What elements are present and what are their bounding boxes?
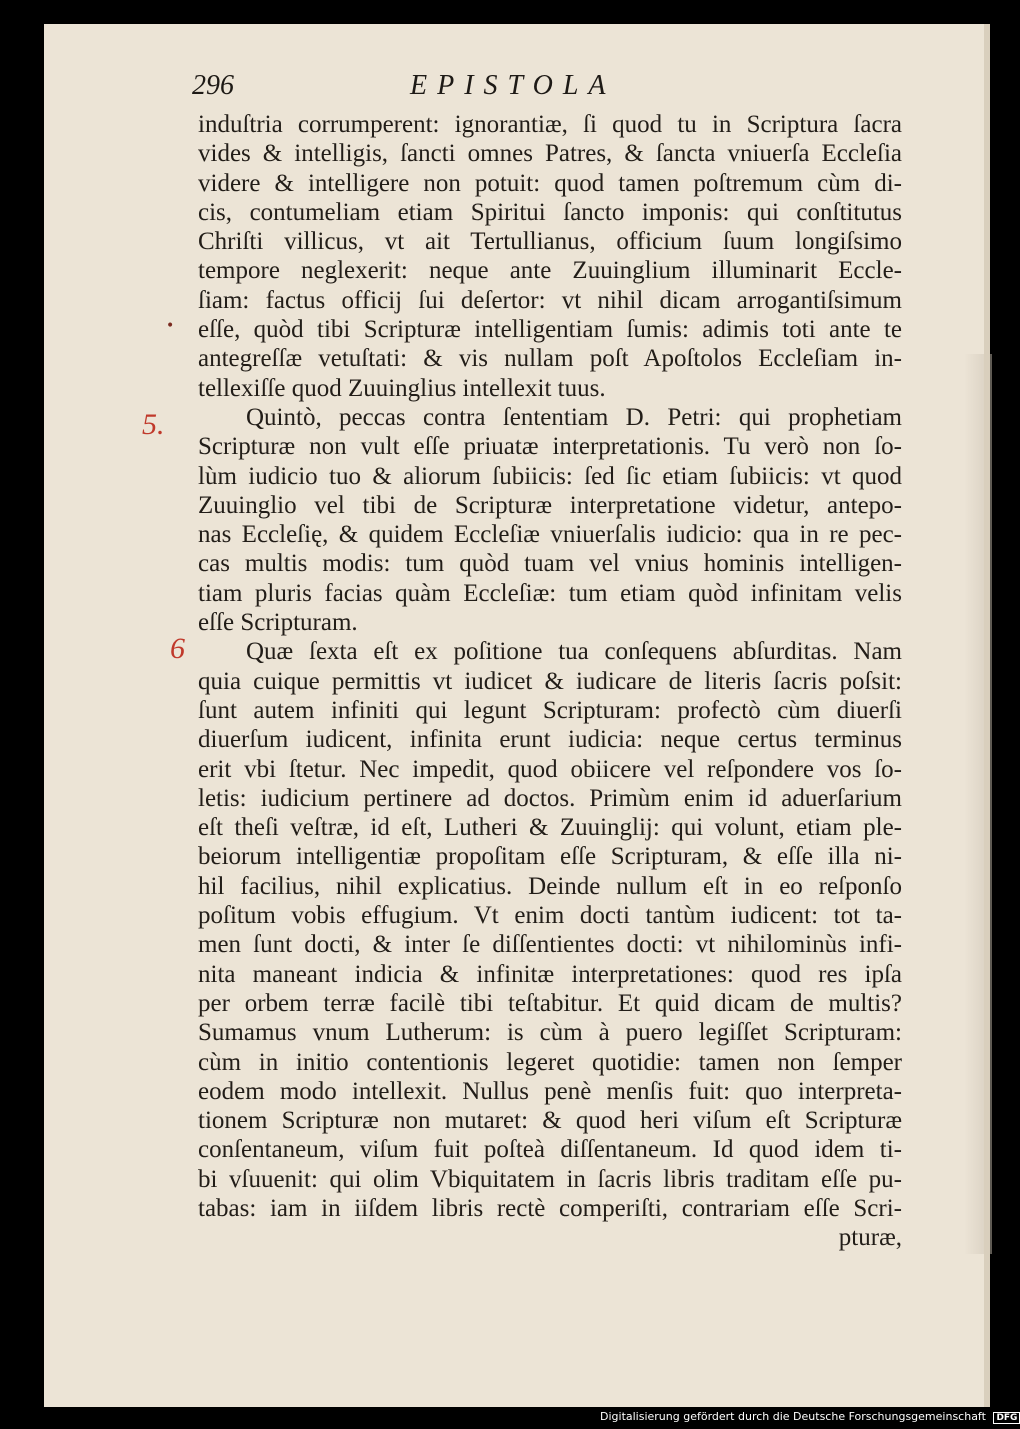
text-line: diuerſum iudicent, infinita erunt iudicia: neque certus terminus [198,726,902,754]
text-line: tionem Scripturæ non mutaret: & quod heri viſum eſt Scripturæ [198,1107,902,1135]
text-line: cis, contumeliam etiam Spiritui ſancto imponis: qui conſtitutus [198,198,902,226]
text-line: cùm in initio contentionis legeret quotidie: tamen non ſemper [198,1048,902,1076]
text-line: cas multis modis: tum quòd tuam vel vnius hominis intelligen- [198,550,902,578]
text-line: Zuuinglio vel tibi de Scripturæ interpretatione videtur, antepo- [198,491,902,519]
text-line: nas Eccleſię, & quidem Eccleſiæ vniuerſalis iudicio: qua in re pec- [198,521,902,549]
text-line: bi vſuuenit: qui olim Vbiquitatem in ſacris libris traditam eſſe pu- [198,1165,902,1193]
paragraph-start-line: Quæ ſexta eſt ex poſitione tua conſequens abſurditas. Nam [246,638,902,666]
text-line: eodem modo intellexit. Nullus penè menſis fuit: quo interpreta- [198,1077,902,1105]
text-line: eſſe, quòd tibi Scripturæ intelligentiam ſumis: adimis toti ante te [198,316,902,344]
text-line: conſentaneum, viſum fuit poſteà diſſentaneum. Id quod idem ti- [198,1136,902,1164]
page-edge [984,24,990,1407]
text-line: beiorum intelligentiæ propoſitam eſſe Scripturam, & eſſe illa ni- [198,843,902,871]
page-number: 296 [192,70,234,101]
text-line: induſtria corrumperent: ignorantiæ, ſi quod tu in Scriptura ſacra [198,111,902,138]
text-line: tabas: iam in iiſdem libris rectè comperiſti, contrariam eſſe Scri- [198,1194,902,1222]
text-line: poſitum vobis effugium. Vt enim docti tantùm iudicent: tot ta- [198,902,902,930]
margin-note-6: 6 [170,632,185,665]
text-line: videre & intelligere non potuit: quod tamen poſtremum cùm di- [198,169,902,197]
text-line: lùm iudicio tuo & aliorum ſubiicis: ſed ſic etiam ſubiicis: vt quod [198,462,902,490]
text-line: eſſe Scripturam. [198,609,358,637]
text-line: Sumamus vnum Lutherum: is cùm à puero legiſſet Scripturam: [198,1019,902,1047]
text-line: per orbem terræ facilè tibi teſtabitur. Et quid dicam de multis? [198,989,902,1017]
catchword-line: pturæ, [838,1224,902,1252]
text-line: eſt theſi veſtræ, id eſt, Lutheri & Zuuinglij: qui volunt, etiam ple- [198,814,902,842]
text-line: men ſunt docti, & inter ſe diſſentientes docti: vt nihilominùs infi- [198,931,902,959]
body-text [198,110,902,1253]
text-line: ſiam: factus officij ſui deſertor: vt nihil dicam arrogantiſsimum [198,286,902,314]
text-line: ſunt autem infiniti qui legunt Scripturam: profectò cùm diuerſi [198,696,902,724]
text-line: antegreſſæ vetuſtati: & vis nullam poſt Apoſtolos Eccleſiam in- [198,345,902,373]
text-line: Scripturæ non vult eſſe priuatæ interpretationis. Tu verò non ſo- [198,433,902,461]
text-line: Chriſti villicus, vt ait Tertullianus, officium ſuum longiſsimo [198,228,902,256]
text-line: vides & intelligis, ſancti omnes Patres, & ſancta vniuerſa Eccleſia [198,140,902,168]
text-line: hil facilius, nihil explicatius. Deinde nullum eſt in eo reſponſo [198,872,902,900]
text-line: tempore neglexerit: neque ante Zuuinglium illuminarit Eccle- [198,257,902,285]
paragraph-start-line: Quintò, peccas contra ſententiam D. Petri: qui prophetiam [246,403,902,431]
digitization-credit [600,1410,1020,1424]
margin-mark: • [166,318,175,334]
margin-note-5: 5. [142,408,165,441]
text-line: letis: iudicium pertinere ad doctos. Primùm enim id aduerſarium [198,784,902,812]
text-line: nita maneant indicia & infinitæ interpretationes: quod res ipſa [198,960,902,988]
dfg-logo: DFG [993,1412,1020,1424]
text-line: tiam pluris facias quàm Eccleſiæ: tum etiam quòd infinitam velis [198,579,902,607]
text-line: erit vbi ſtetur. Nec impedit, quod obiicere vel reſpondere vos ſo- [198,755,902,783]
credit-text: Digitalisierung gefördert durch die Deutsche Forschungsgemeinschaft [600,1410,986,1423]
text-line: tellexiſſe quod Zuuinglius intellexit tuus. [198,374,606,402]
text-line: quia cuique permittis vt iudicet & iudicare de literis ſacris poſsit: [198,667,902,695]
running-head: EPISTOLA [410,70,616,101]
